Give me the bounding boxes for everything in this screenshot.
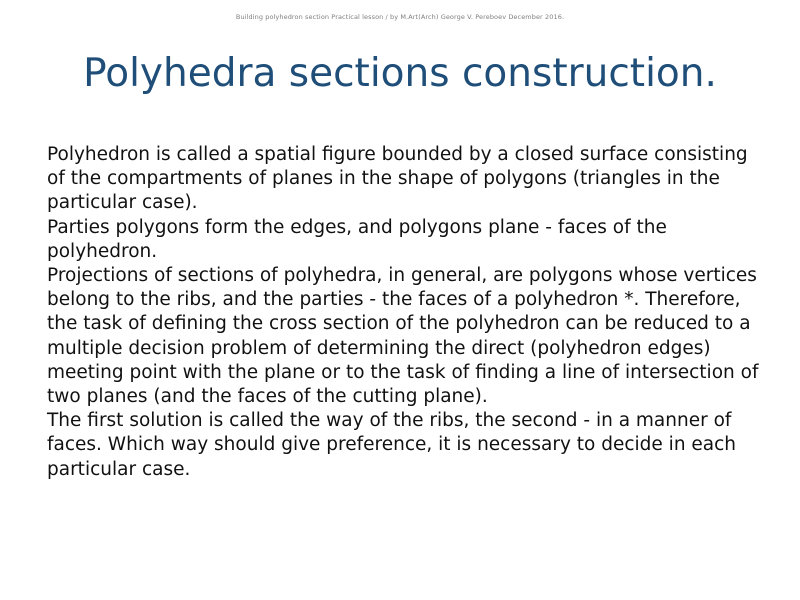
paragraph-definition: Polyhedron is called a spatial figure bounded by a closed surface consisting of the compartments of planes in the shape of polygons (triangles in the particular case). [47, 144, 748, 214]
slide-title: Polyhedra sections construction. [83, 51, 717, 96]
paragraph-edges-faces: Parties polygons form the edges, and polygons plane - faces of the polyhedron. [47, 216, 667, 262]
paragraph-projections: Projections of sections of polyhedra, in general, are polygons whose vertices belong to the ribs, and the parties - the faces of a polyhedron *. Therefore, the task of defining the cross section of the polyhedron can be reduced to a multiple decision problem of determining the direct (polyhedron edges) meeting point with the plane or to the task of finding a line of intersection of two planes (and the faces of the cutting plane). [47, 265, 759, 408]
paragraph-solutions: The first solution is called the way of the ribs, the second - in a manner of faces. Which way should give preference, it is necessary to decide in each particular case. [47, 410, 737, 480]
header-note: Building polyhedron section Practical lesson / by M.Art(Arch) George V. Pereboev December 2016. [235, 13, 565, 21]
body-text [47, 143, 767, 482]
